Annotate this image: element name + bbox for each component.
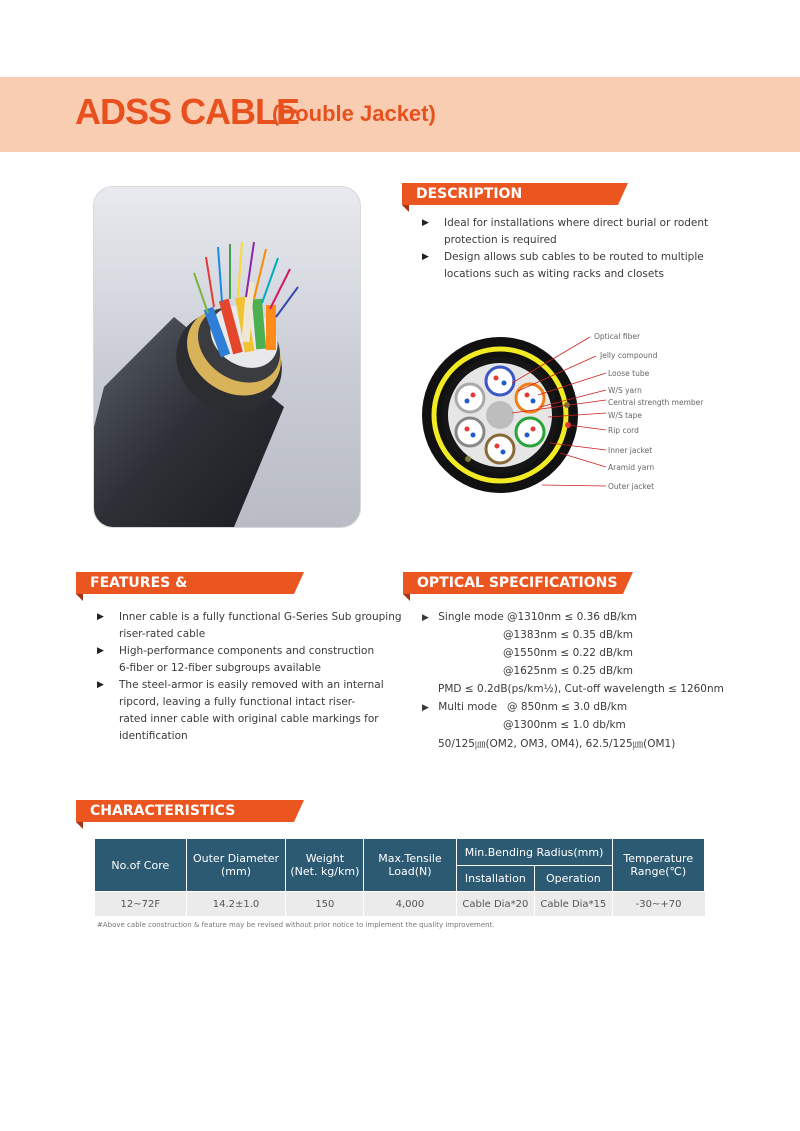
col-weight-line-2: (Net. kg/km) <box>290 865 360 878</box>
page-subtitle: (Double Jacket) <box>272 101 436 126</box>
single-mode-1625: @1625nm ≤ 0.25 dB/km <box>503 665 634 677</box>
col-bending-radius: Min.Bending Radius(mm) <box>456 839 612 866</box>
col-tensile-line-1: Max.Tensile <box>378 852 442 865</box>
label-outer-jacket: Outer jacket <box>608 482 655 491</box>
cell-operation: Cable Dia*15 <box>535 892 612 917</box>
characteristics-header-text: CHARACTERISTICS <box>90 803 236 819</box>
single-mode-1550: @1550nm ≤ 0.22 dB/km <box>503 647 634 659</box>
cell-installation: Cable Dia*20 <box>456 892 535 917</box>
single-mode-1383: @1383nm ≤ 0.35 dB/km <box>503 629 634 641</box>
bullet-triangle-icon: ▶ <box>97 680 104 690</box>
feature-bullet-3-line-1: The steel-armor is easily removed with an internal <box>119 679 384 691</box>
bullet-triangle-icon: ▶ <box>97 612 104 622</box>
label-aramid-yarn: Aramid yarn <box>608 463 655 472</box>
col-no-of-core: No.of Core <box>95 839 187 892</box>
label-loose-tube: Loose tube <box>608 369 650 378</box>
label-inner-jacket: Inner jacket <box>608 446 653 455</box>
label-optical-fiber: Optical fiber <box>594 332 641 341</box>
col-outer-diameter-line-1: Outer Diameter <box>192 852 280 865</box>
col-weight-line-1: Weight <box>305 852 345 865</box>
feature-bullet-1-line-2: riser-rated cable <box>119 628 206 640</box>
col-temperature-line-1: Temperature <box>623 852 694 865</box>
multi-mode-850: Multi mode @ 850nm ≤ 3.0 dB/km <box>438 701 628 713</box>
col-tensile-line-2: Load(N) <box>388 865 432 878</box>
description-bullet-1 <box>422 215 722 249</box>
description-header <box>402 183 618 205</box>
feature-bullet-1-line-1: Inner cable is a fully functional G-Series Sub grouping <box>119 611 402 623</box>
label-ws-tape: W/S tape <box>608 411 642 420</box>
col-temperature-line-2: Range(℃) <box>630 865 687 878</box>
description-bullet-2-line-2: locations such as witing racks and closets <box>444 268 664 280</box>
col-temperature <box>612 839 704 892</box>
feature-bullet-3-line-3: rated inner cable with original cable markings for <box>119 713 379 725</box>
description-header-text: DESCRIPTION <box>416 186 523 202</box>
feature-bullet-2-line-2: 6-fiber or 12-fiber subgroups available <box>119 662 321 674</box>
cable-photo <box>93 186 361 528</box>
feature-bullet-2-line-1: High-performance components and construction <box>119 645 375 657</box>
label-rip-cord: Rip cord <box>608 426 639 435</box>
col-outer-diameter <box>186 839 286 892</box>
footnote: #Above cable construction & feature may be revised without prior notice to implement the quality improvement. <box>97 921 495 929</box>
page-title: ADSS CABLE <box>75 91 300 132</box>
label-ws-yarn: W/S yarn <box>608 386 642 395</box>
optical-header <box>403 572 623 594</box>
bullet-triangle-icon: ▶ <box>422 218 429 228</box>
cell-od: 14.2±1.0 <box>186 892 286 917</box>
bullet-triangle-icon: ▶ <box>422 252 429 262</box>
col-installation: Installation <box>456 866 535 892</box>
cell-core: 12~72F <box>95 892 187 917</box>
characteristics-header <box>76 800 294 822</box>
cross-section-diagram <box>420 325 720 505</box>
multi-mode-1300: @1300nm ≤ 1.0 db/km <box>503 719 626 731</box>
col-operation: Operation <box>535 866 612 892</box>
feature-bullet-3-line-2: ripcord, leaving a fully functional intact riser- <box>119 696 356 708</box>
description-bullet-2 <box>422 249 722 283</box>
description-bullet-1-line-2: protection is required <box>444 234 557 246</box>
cable-illustration <box>94 187 360 527</box>
optical-single-mode <box>422 608 637 627</box>
col-outer-diameter-line-2: (mm) <box>221 865 252 878</box>
bullet-triangle-icon: ▶ <box>97 646 104 656</box>
bullet-triangle-icon: ▶ <box>422 613 429 623</box>
bullet-triangle-icon: ▶ <box>422 703 429 713</box>
features-header-text: FEATURES & APPLICATIONS <box>90 575 204 613</box>
cell-weight: 150 <box>286 892 364 917</box>
fiber-types: 50/125㎛(OM2, OM3, OM4), 62.5/125㎛(OM1) <box>438 738 676 750</box>
col-weight <box>286 839 364 892</box>
features-header <box>76 572 294 613</box>
optical-multi-mode <box>422 698 627 717</box>
single-mode-1310: Single mode @1310nm ≤ 0.36 dB/km <box>438 611 638 623</box>
feature-bullet-1 <box>97 609 407 643</box>
label-central-strength-member: Central strength member <box>608 398 704 407</box>
col-tensile <box>364 839 456 892</box>
title-banner <box>0 77 800 152</box>
description-bullet-1-line-1: Ideal for installations where direct burial or rodent <box>444 217 709 229</box>
pmd-cutoff: PMD ≤ 0.2dB(ps/km½), Cut-off wavelength ≤ 1260nm <box>438 683 724 695</box>
cell-tensile: 4,000 <box>364 892 456 917</box>
cell-temperature: -30~+70 <box>612 892 704 917</box>
optical-header-text: OPTICAL SPECIFICATIONS <box>417 575 618 591</box>
feature-bullet-2 <box>97 643 407 677</box>
table-row <box>95 892 705 917</box>
feature-bullet-3-line-4: identification <box>119 730 188 742</box>
label-jelly-compound: Jelly compound <box>600 351 658 360</box>
feature-bullet-3 <box>97 677 407 745</box>
characteristics-table <box>94 838 705 916</box>
description-bullet-2-line-1: Design allows sub cables to be routed to multiple <box>444 251 704 263</box>
